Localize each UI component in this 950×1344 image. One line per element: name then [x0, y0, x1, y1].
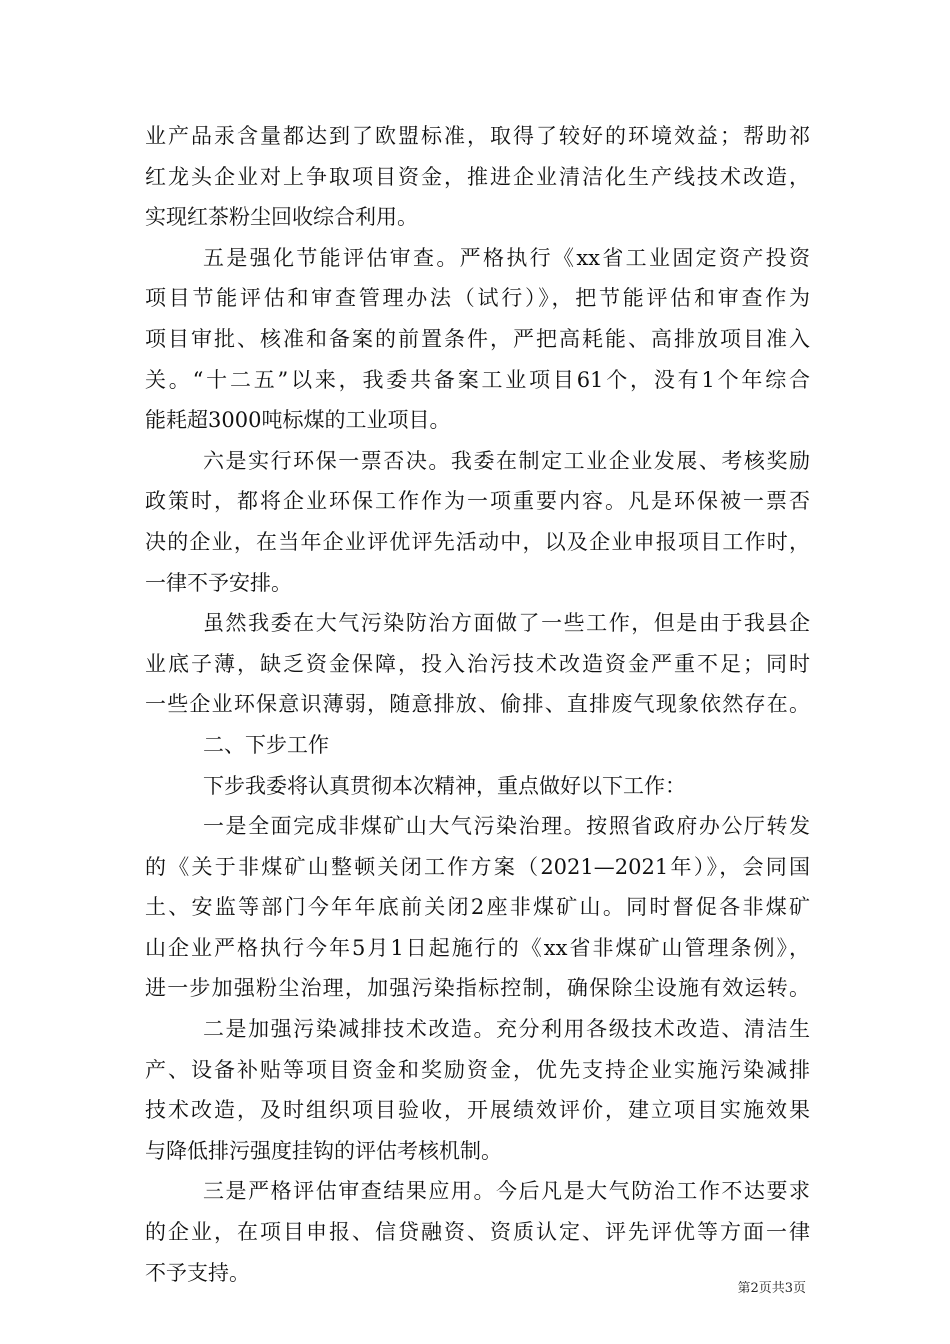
section-heading: 二、下步工作 — [203, 732, 329, 757]
text-line: 山企业严格执行今年5月1日起施行的《xx省非煤矿山管理条例》， — [145, 935, 810, 960]
text-line: 能耗超3000吨标煤的工业项目。 — [145, 408, 451, 433]
text-line: 项目节能评估和审查管理办法（试行）》，把节能评估和审查作为 — [145, 286, 810, 311]
paragraph-start-line: 三是严格评估审查结果应用。今后凡是大气防治工作不达要求 — [203, 1179, 810, 1204]
text-line: 的企业，在项目申报、信贷融资、资质认定、评先评优等方面一律 — [145, 1220, 810, 1245]
paragraph-start-line: 下步我委将认真贯彻本次精神，重点做好以下工作： — [203, 773, 686, 798]
text-line: 项目审批、核准和备案的前置条件，严把高耗能、高排放项目准入 — [145, 326, 810, 351]
paragraph-start-line: 五是强化节能评估审查。严格执行《xx省工业固定资产投资 — [203, 245, 810, 270]
text-line: 技术改造，及时组织项目验收，开展绩效评价，建立项目实施效果 — [145, 1098, 810, 1123]
page-number: 第2页共3页 — [737, 1281, 806, 1296]
text-line: 产、设备补贴等项目资金和奖励资金，优先支持企业实施污染减排 — [145, 1057, 810, 1082]
text-line: 政策时，都将企业环保工作作为一项重要内容。凡是环保被一票否 — [145, 489, 810, 514]
text-line: 决的企业，在当年企业评优评先活动中，以及企业申报项目工作时， — [145, 529, 810, 554]
text-line: 红龙头企业对上争取项目资金，推进企业清洁化生产线技术改造， — [145, 164, 810, 189]
text-line: 实现红茶粉尘回收综合利用。 — [145, 205, 418, 230]
document-body — [145, 116, 810, 1293]
text-line: 一律不予安排。 — [145, 570, 292, 595]
text-line: 业底子薄，缺乏资金保障，投入治污技术改造资金严重不足；同时 — [145, 651, 810, 676]
text-line: 业产品汞含量都达到了欧盟标准，取得了较好的环境效益；帮助祁 — [145, 124, 810, 148]
paragraph-start-line: 一是全面完成非煤矿山大气污染治理。按照省政府办公厅转发 — [203, 814, 810, 839]
text-line: 关。“十二五”以来，我委共备案工业项目61个，没有1个年综合 — [145, 367, 810, 392]
text-line: 的《关于非煤矿山整顿关闭工作方案（2021—2021年）》，会同国 — [145, 854, 810, 879]
paragraph-start-line: 六是实行环保一票否决。我委在制定工业企业发展、考核奖励 — [203, 448, 810, 473]
text-line: 土、安监等部门今年年底前关闭2座非煤矿山。同时督促各非煤矿 — [145, 895, 810, 920]
text-line: 进一步加强粉尘治理，加强污染指标控制，确保除尘设施有效运转。 — [145, 976, 810, 1001]
text-line: 一些企业环保意识薄弱，随意排放、偷排、直排废气现象依然存在。 — [145, 692, 810, 717]
paragraph-start-line: 二是加强污染减排技术改造。充分利用各级技术改造、清洁生 — [203, 1017, 810, 1042]
paragraph-start-line: 虽然我委在大气污染防治方面做了一些工作，但是由于我县企 — [203, 611, 810, 636]
text-line: 与降低排污强度挂钩的评估考核机制。 — [145, 1138, 502, 1163]
text-line: 不予支持。 — [145, 1260, 250, 1285]
